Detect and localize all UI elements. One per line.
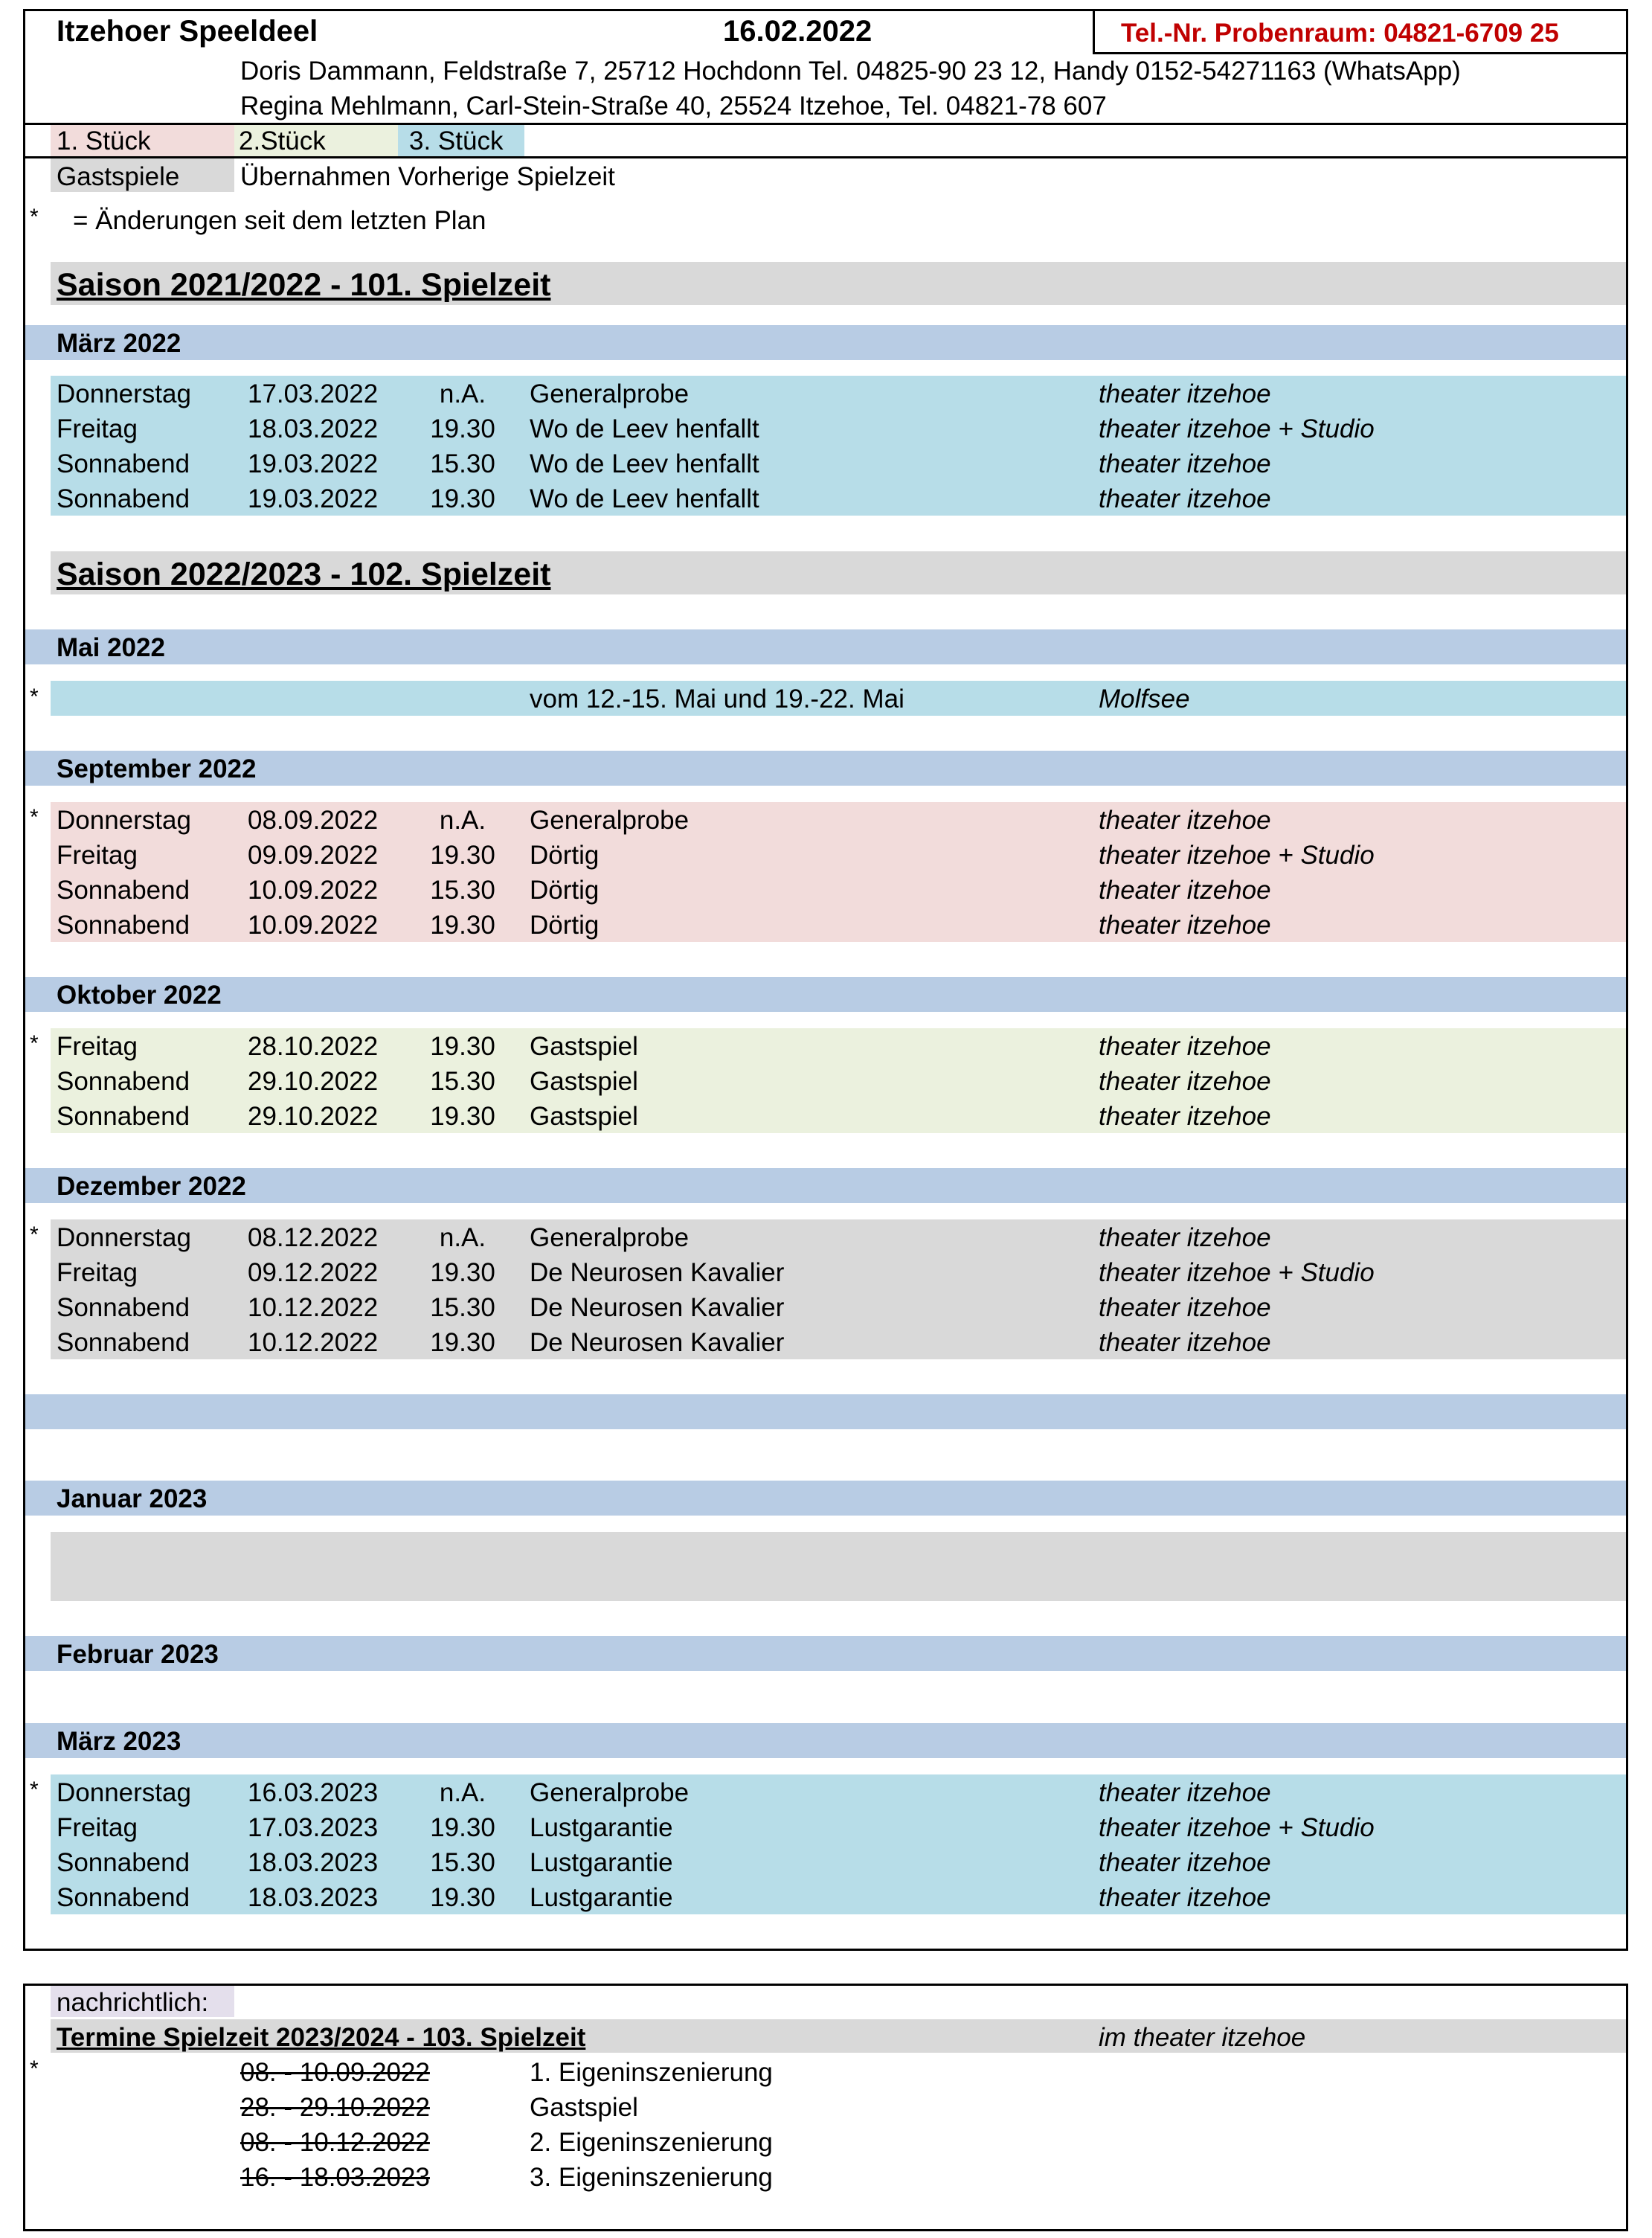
mai-2022-venue: Molfsee [1099,684,1190,714]
schedule-day: Donnerstag [57,1223,191,1252]
schedule-day: Sonnabend [57,1067,190,1096]
schedule-time: 19.30 [430,1813,495,1842]
schedule-date: 10.09.2022 [248,876,379,905]
month-band-okt-2022 [25,977,1626,1012]
schedule-venue: theater itzehoe [1099,1067,1271,1096]
month-band-mai-2022 [25,629,1626,664]
schedule-venue: theater itzehoe + Studio [1099,414,1375,443]
block-jan-2023 [51,1532,1626,1601]
schedule-day: Donnerstag [57,379,191,408]
month-feb-2023: Februar 2023 [57,1640,219,1669]
schedule-day: Sonnabend [57,911,190,940]
schedule-title: Wo de Leev henfallt [530,414,759,443]
schedule-date: 18.03.2022 [248,414,379,443]
schedule-title: Gastspiel [530,1102,638,1131]
schedule-time: 19.30 [430,1328,495,1357]
schedule-day: Sonnabend [57,876,190,905]
schedule-day: Freitag [57,841,138,870]
schedule-day: Sonnabend [57,484,190,513]
change-star-okt-2022: * [30,1031,39,1056]
schedule-day: Freitag [57,1813,138,1842]
schedule-time: n.A. [439,806,486,835]
schedule-time: n.A. [439,1223,486,1252]
schedule-time: 19.30 [430,1032,495,1061]
schedule-date: 09.09.2022 [248,841,379,870]
schedule-time: 15.30 [430,876,495,905]
legend-takeover: Übernahmen Vorherige Spielzeit [240,162,615,191]
schedule-venue: theater itzehoe [1099,1102,1271,1131]
schedule-venue: theater itzehoe [1099,1328,1271,1357]
legend-divider [23,156,1628,158]
schedule-venue: theater itzehoe + Studio [1099,1813,1375,1842]
change-star-maerz-2023: * [30,1777,39,1802]
schedule-title: Wo de Leev henfallt [530,449,759,478]
plan-date: 16.02.2022 [723,15,872,48]
change-star-sep-2022: * [30,805,39,830]
legend-piece2: 2.Stück [239,126,326,155]
schedule-title: De Neurosen Kavalier [530,1293,785,1322]
schedule-date: 18.03.2023 [248,1883,379,1912]
schedule-day: Sonnabend [57,1293,190,1322]
contact-regina: Regina Mehlmann, Carl-Stein-Straße 40, 25524 Itzehoe, Tel. 04821-78 607 [240,92,1107,121]
schedule-time: 19.30 [430,1883,495,1912]
legend-guest: Gastspiele [57,162,180,191]
season-2022-title: Saison 2022/2023 - 102. Spielzeit [57,557,551,592]
schedule-title: De Neurosen Kavalier [530,1328,785,1357]
schedule-venue: theater itzehoe [1099,1032,1271,1061]
schedule-venue: theater itzehoe [1099,1293,1271,1322]
schedule-day: Freitag [57,414,138,443]
schedule-venue: theater itzehoe [1099,806,1271,835]
schedule-date: 16.03.2023 [248,1778,379,1807]
month-mai-2022: Mai 2022 [57,633,165,662]
schedule-date: 29.10.2022 [248,1067,379,1096]
footer-dates: 16. - 18.03.2023 [240,2163,430,2192]
season-2021-title: Saison 2021/2022 - 101. Spielzeit [57,267,551,303]
schedule-day: Sonnabend [57,1328,190,1357]
month-band-jan-2023 [25,1481,1626,1516]
schedule-title: Generalprobe [530,1223,690,1252]
footer-dates: 08. - 10.09.2022 [240,2058,430,2087]
schedule-day: Freitag [57,1032,138,1061]
schedule-title: Wo de Leev henfallt [530,484,759,513]
schedule-day: Donnerstag [57,806,191,835]
schedule-day: Sonnabend [57,1102,190,1131]
month-band-maerz-2023 [25,1723,1626,1758]
month-band-sep-2022 [25,751,1626,786]
change-star-mai-2022: * [30,684,39,709]
contact-doris: Doris Dammann, Feldstraße 7, 25712 Hochdonn Tel. 04825-90 23 12, Handy 0152-54271163 (WhatsApp) [240,57,1461,86]
month-band-maerz-2022 [25,325,1626,360]
schedule-title: Dörtig [530,876,600,905]
footer-change-star: * [30,2056,39,2081]
schedule-venue: theater itzehoe [1099,876,1271,905]
schedule-date: 17.03.2022 [248,379,379,408]
month-maerz-2023: März 2023 [57,1727,181,1756]
schedule-date: 18.03.2023 [248,1848,379,1877]
schedule-title: Gastspiel [530,1032,638,1061]
schedule-time: 15.30 [430,1067,495,1096]
schedule-time: 15.30 [430,1848,495,1877]
month-maerz-2022: März 2022 [57,329,181,358]
footer-label: 3. Eigeninszenierung [530,2163,773,2192]
schedule-venue: theater itzehoe + Studio [1099,841,1375,870]
month-band-dez-2022 [25,1168,1626,1203]
schedule-venue: theater itzehoe [1099,449,1271,478]
schedule-day: Donnerstag [57,1778,191,1807]
schedule-venue: theater itzehoe [1099,1883,1271,1912]
schedule-time: 19.30 [430,414,495,443]
schedule-venue: theater itzehoe [1099,484,1271,513]
schedule-venue: theater itzehoe + Studio [1099,1258,1375,1287]
footer-dates: 08. - 10.12.2022 [240,2128,430,2157]
schedule-venue: theater itzehoe [1099,1778,1271,1807]
schedule-date: 28.10.2022 [248,1032,379,1061]
month-dez-2022: Dezember 2022 [57,1172,246,1201]
schedule-date: 19.03.2022 [248,484,379,513]
change-star-dez-2022: * [30,1222,39,1247]
footer-title: Termine Spielzeit 2023/2024 - 103. Spielzeit [57,2023,586,2052]
schedule-title: Dörtig [530,911,600,940]
schedule-time: 19.30 [430,1258,495,1287]
month-okt-2022: Oktober 2022 [57,981,222,1010]
schedule-day: Freitag [57,1258,138,1287]
legend-piece1: 1. Stück [57,126,151,155]
month-sep-2022: September 2022 [57,754,257,783]
schedule-time: 15.30 [430,1293,495,1322]
schedule-venue: theater itzehoe [1099,1223,1271,1252]
mai-2022-title: vom 12.-15. Mai und 19.-22. Mai [530,684,904,714]
footer-note: nachrichtlich: [57,1988,209,2017]
schedule-title: Generalprobe [530,379,690,408]
schedule-time: 19.30 [430,841,495,870]
schedule-time: n.A. [439,379,486,408]
schedule-title: Lustgarantie [530,1813,673,1842]
schedule-date: 17.03.2023 [248,1813,379,1842]
schedule-day: Sonnabend [57,1883,190,1912]
schedule-date: 09.12.2022 [248,1258,379,1287]
schedule-date: 08.09.2022 [248,806,379,835]
schedule-time: 19.30 [430,1102,495,1131]
footer-venue: im theater itzehoe [1099,2023,1306,2052]
schedule-title: Lustgarantie [530,1883,673,1912]
schedule-title: Generalprobe [530,1778,690,1807]
schedule-time: n.A. [439,1778,486,1807]
schedule-time: 19.30 [430,911,495,940]
footer-dates: 28. - 29.10.2022 [240,2093,430,2122]
schedule-day: Sonnabend [57,449,190,478]
schedule-date: 10.12.2022 [248,1328,379,1357]
schedule-time: 19.30 [430,484,495,513]
footer-label: 2. Eigeninszenierung [530,2128,773,2157]
schedule-date: 19.03.2022 [248,449,379,478]
schedule-title: Dörtig [530,841,600,870]
month-jan-2023: Januar 2023 [57,1484,208,1513]
footer-label: Gastspiel [530,2093,638,2122]
schedule-time: 15.30 [430,449,495,478]
schedule-venue: theater itzehoe [1099,379,1271,408]
schedule-date: 29.10.2022 [248,1102,379,1131]
legend-star: * [30,205,39,229]
schedule-date: 10.12.2022 [248,1293,379,1322]
legend-changes: = Änderungen seit dem letzten Plan [73,206,486,235]
rehearsal-phone: Tel.-Nr. Probenraum: 04821-6709 25 [1121,19,1559,48]
schedule-title: Generalprobe [530,806,690,835]
org-name: Itzehoer Speeldeel [57,15,318,48]
schedule-date: 10.09.2022 [248,911,379,940]
schedule-title: Gastspiel [530,1067,638,1096]
schedule-venue: theater itzehoe [1099,1848,1271,1877]
legend-piece3: 3. Stück [409,126,504,155]
month-band-feb-2023 [25,1636,1626,1671]
footer-label: 1. Eigeninszenierung [530,2058,773,2087]
schedule-title: Lustgarantie [530,1848,673,1877]
empty-month-band [25,1394,1626,1429]
schedule-day: Sonnabend [57,1848,190,1877]
schedule-date: 08.12.2022 [248,1223,379,1252]
schedule-title: De Neurosen Kavalier [530,1258,785,1287]
schedule-venue: theater itzehoe [1099,911,1271,940]
